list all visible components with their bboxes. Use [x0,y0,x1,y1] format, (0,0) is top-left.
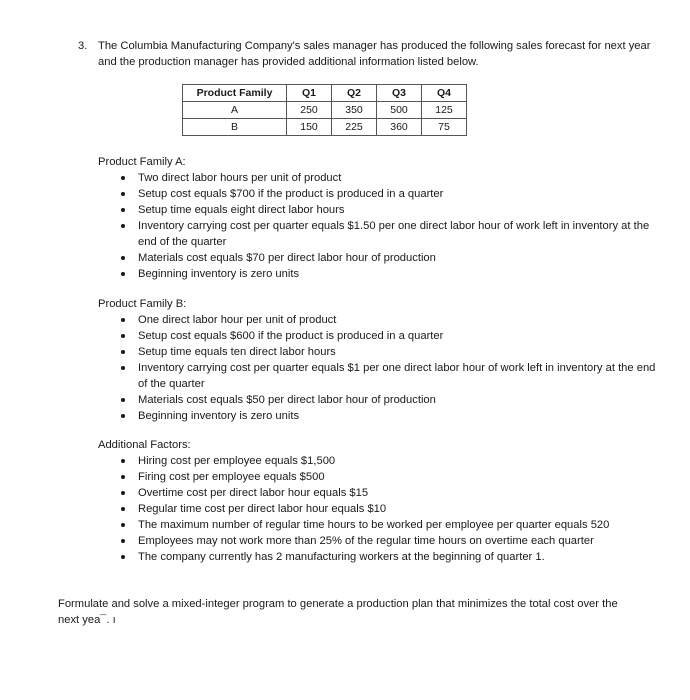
table-cell: 150 [287,119,332,136]
table-cell: 360 [377,119,422,136]
additional-list [138,453,658,565]
table-cell: 350 [332,102,377,119]
family-b-title: Product Family B: [98,298,187,310]
header-q1: Q1 [287,85,332,102]
table-cell: A [183,102,287,119]
family-a-list [138,170,658,282]
list-item: Setup time equals ten direct labor hours [138,344,658,360]
table-cell: 225 [332,119,377,136]
list-item: Inventory carrying cost per quarter equals $1.50 per one direct labor hour of work left in inventory at the end of the quarter [138,218,658,250]
list-item: Employees may not work more than 25% of the regular time hours on overtime each quarter [138,533,658,549]
list-item: Overtime cost per direct labor hour equals $15 [138,485,658,501]
list-item: Hiring cost per employee equals $1,500 [138,453,658,469]
list-item: Regular time cost per direct labor hour equals $10 [138,501,658,517]
table-cell: 250 [287,102,332,119]
question-number: 3. [78,40,88,52]
table-cell: 125 [422,102,467,119]
table-cell: B [183,119,287,136]
table-row [183,102,467,119]
table-row [183,119,467,136]
final-instruction: Formulate and solve a mixed-integer program to generate a production plan that minimizes the total cost over the next yea¯. ı [58,598,618,626]
list-item: The maximum number of regular time hours to be worked per employee per quarter equals 520 [138,517,658,533]
list-item: Setup cost equals $600 if the product is produced in a quarter [138,328,658,344]
list-item: Beginning inventory is zero units [138,266,658,282]
list-item: Setup time equals eight direct labor hours [138,202,658,218]
header-q4: Q4 [422,85,467,102]
header-q3: Q3 [377,85,422,102]
list-item: One direct labor hour per unit of product [138,312,658,328]
question-text: The Columbia Manufacturing Company's sales manager has produced the following sales forecast for next year and the production manager has provided additional information listed below. [98,40,651,68]
table-cell: 75 [422,119,467,136]
family-a-title: Product Family A: [98,156,186,168]
additional-title: Additional Factors: [98,439,191,451]
header-product-family: Product Family [183,85,287,102]
list-item: Inventory carrying cost per quarter equals $1 per one direct labor hour of work left in inventory at the end of the quarter [138,360,658,392]
list-item: Materials cost equals $50 per direct labor hour of production [138,392,658,408]
list-item: Beginning inventory is zero units [138,408,658,424]
family-b-list [138,312,658,424]
list-item: Setup cost equals $700 if the product is produced in a quarter [138,186,658,202]
list-item: Firing cost per employee equals $500 [138,469,658,485]
header-q2: Q2 [332,85,377,102]
list-item: The company currently has 2 manufacturing workers at the beginning of quarter 1. [138,549,658,565]
table-cell: 500 [377,102,422,119]
list-item: Materials cost equals $70 per direct labor hour of production [138,250,658,266]
forecast-table [182,84,467,136]
table-header-row [183,85,467,102]
list-item: Two direct labor hours per unit of product [138,170,658,186]
